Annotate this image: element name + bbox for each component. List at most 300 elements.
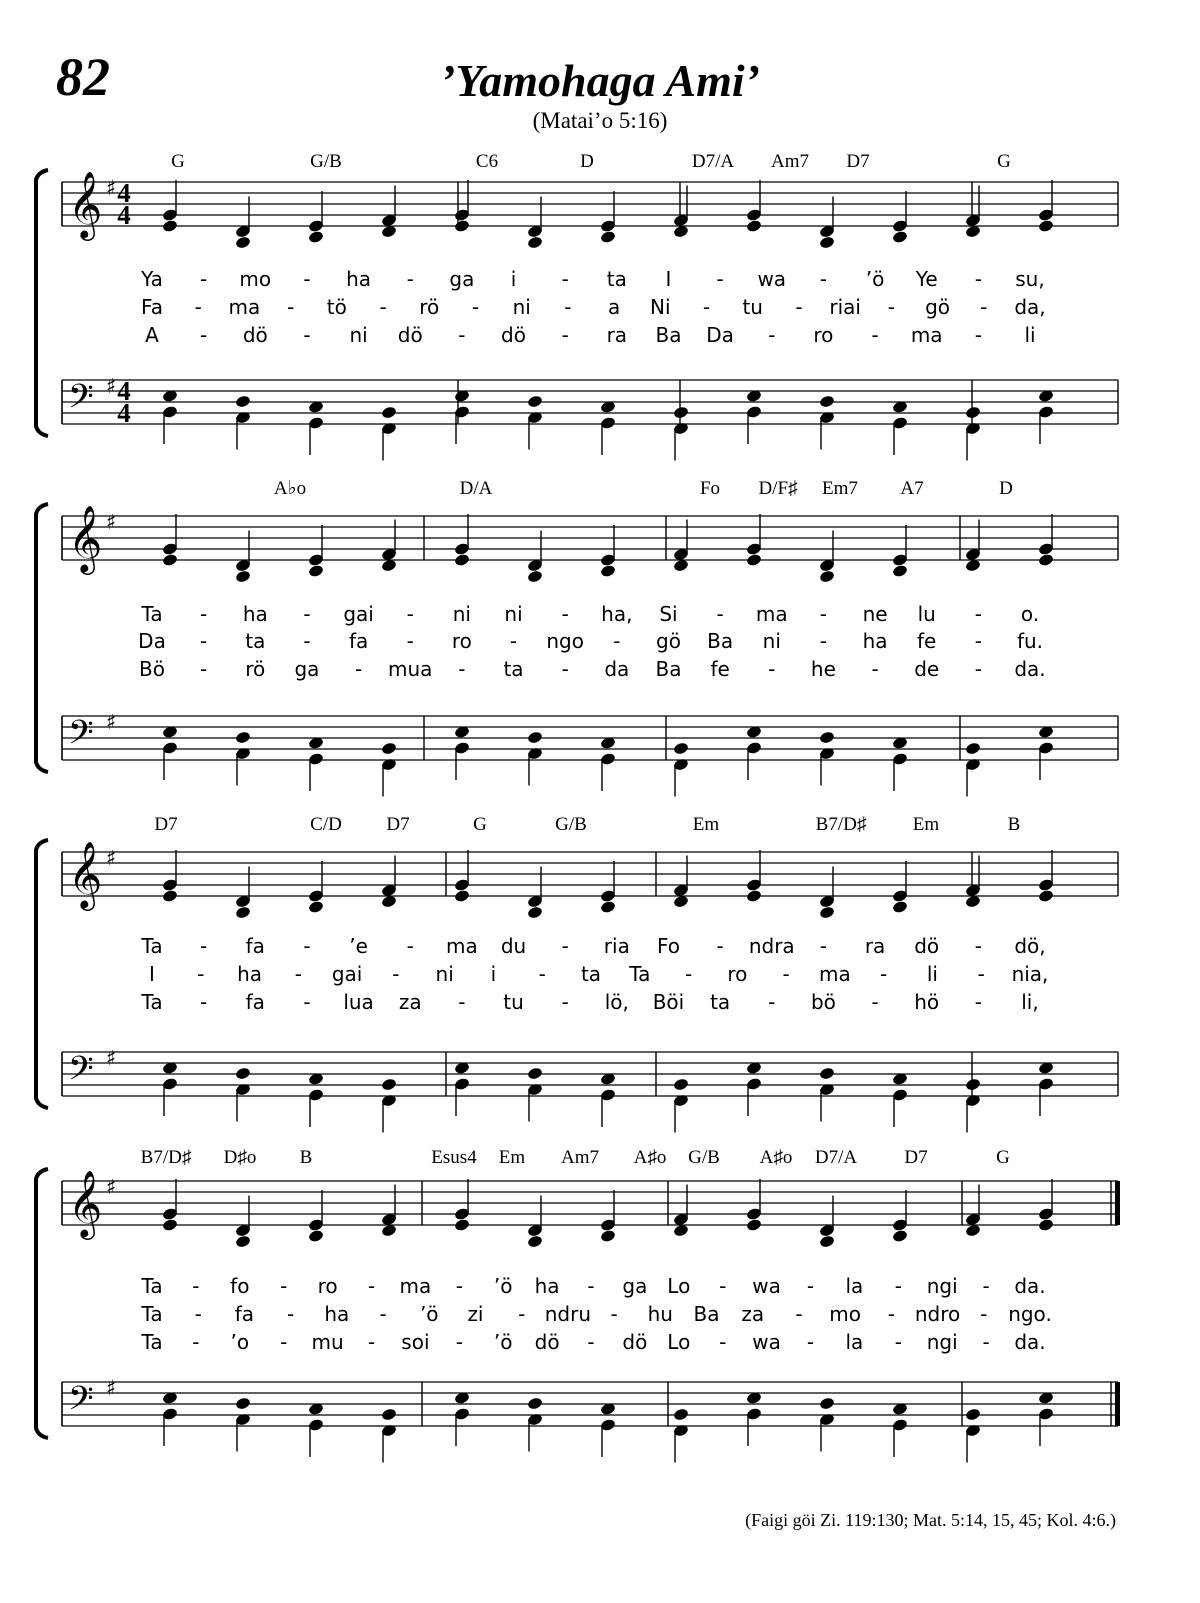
lyric-syllable: lu (917, 602, 936, 626)
lyric-hyphen: - (192, 1330, 200, 1354)
notehead (527, 1396, 544, 1410)
treble-staff (62, 840, 1118, 911)
lyric-syllable: ma (910, 323, 943, 347)
chord-symbol: Em (692, 814, 720, 835)
lyric-line-verse-1 (140, 934, 1045, 958)
lyric-syllable: Da (138, 629, 166, 653)
chord-symbol: G/B (310, 151, 342, 172)
lyric-hyphen: - (871, 990, 879, 1014)
lyric-syllable: Ta (141, 1274, 163, 1298)
system-3 (36, 814, 1118, 1133)
notehead (965, 1407, 982, 1421)
lyric-hyphen: - (806, 1330, 815, 1354)
lyric-syllable: rö (419, 295, 440, 319)
lyric-syllable: ro (317, 1274, 338, 1298)
notehead (819, 394, 836, 408)
lyric-syllable: ria (603, 934, 630, 958)
lyric-hyphen: - (974, 602, 982, 626)
treble-staff (62, 1169, 1120, 1240)
key-signature-sharp-icon: ♯ (106, 1376, 117, 1400)
chord-symbol: D7/A (691, 151, 735, 172)
chord-symbol: D7 (904, 1147, 928, 1168)
lyric-syllable: ra (864, 934, 886, 958)
lyric-hyphen: - (610, 1302, 618, 1326)
chord-symbol: Em7 (822, 478, 858, 499)
lyric-syllable: ta (710, 990, 731, 1014)
bass-staff (62, 710, 1118, 760)
lyric-line-verse-3 (145, 323, 1035, 347)
lyric-hyphen: - (406, 267, 414, 291)
chord-symbol: Em (912, 814, 940, 835)
chord-symbol: D7 (846, 151, 870, 172)
lyric-syllable: lö, (604, 990, 629, 1014)
chord-symbol: A♯o (633, 1147, 667, 1168)
lyric-hyphen: - (719, 1274, 727, 1298)
lyric-hyphen: - (819, 602, 828, 626)
lyric-hyphen: - (538, 962, 546, 986)
lyric-syllable: ngi (926, 1274, 958, 1298)
lyric-hyphen: - (887, 295, 895, 319)
lyric-hyphen: - (392, 962, 400, 986)
lyric-syllable: dö (242, 323, 268, 347)
lyric-syllable: ngo. (1008, 1302, 1052, 1326)
notehead (235, 730, 252, 744)
lyric-hyphen: - (379, 1302, 387, 1326)
lyric-syllable: gai (343, 602, 374, 626)
lyric-syllable: Ba (693, 1302, 720, 1326)
lyric-syllable: tu (742, 295, 764, 319)
chord-symbol: C6 (475, 151, 499, 172)
system-bracket (36, 504, 48, 772)
notehead (600, 900, 617, 914)
treble-clef-icon: 𝄞 (68, 840, 103, 908)
notehead (1038, 1218, 1055, 1232)
lyric-syllable: ra (606, 323, 628, 347)
lyric-hyphen: - (200, 267, 208, 291)
notehead (381, 1407, 398, 1421)
lyric-syllable: da (604, 657, 630, 681)
notehead (308, 1229, 325, 1243)
notehead (162, 1218, 179, 1232)
notehead (819, 1396, 836, 1410)
lyric-syllable: wa (752, 1274, 781, 1298)
lyric-syllable: Ta (629, 962, 651, 986)
lyric-hyphen: - (406, 602, 414, 626)
lyric-hyphen: - (561, 267, 569, 291)
lyric-syllable: nia, (1011, 962, 1049, 986)
lyric-hyphen: - (974, 657, 982, 681)
lyric-hyphen: - (471, 295, 480, 319)
lyric-syllable: gö (925, 295, 951, 319)
lyric-hyphen: - (303, 629, 311, 653)
lyric-syllable: zi (467, 1302, 484, 1326)
lyric-hyphen: - (974, 323, 982, 347)
time-signature-bottom: 4 (117, 398, 131, 428)
lyric-hyphen: - (280, 1330, 288, 1354)
lyric-hyphen: - (716, 602, 724, 626)
lyric-syllable: la (845, 1330, 864, 1354)
lyric-syllable: mua (388, 657, 433, 681)
lyric-syllable: fa (234, 1302, 255, 1326)
lyric-hyphen: - (974, 990, 982, 1014)
lyric-syllable: he (810, 657, 836, 681)
lyric-hyphen: - (406, 629, 414, 653)
lyric-syllable: ndra (748, 934, 795, 958)
chord-symbol: G/B (555, 814, 587, 835)
notehead (235, 235, 252, 249)
notehead (819, 730, 836, 744)
treble-clef-icon: 𝄞 (68, 504, 103, 572)
chord-symbol: D7/A (814, 1147, 858, 1168)
lyric-syllable: ma (755, 602, 788, 626)
key-signature-sharp-icon: ♯ (106, 176, 117, 200)
lyric-hyphen: - (379, 295, 387, 319)
lyric-syllable: da. (1014, 1330, 1046, 1354)
lyric-syllable: fa (245, 934, 265, 958)
lyric-syllable: ma (228, 295, 261, 319)
chord-symbol: G (997, 151, 1011, 172)
lyric-hyphen: - (768, 657, 776, 681)
notehead (454, 1218, 471, 1232)
lyric-syllable: tö (326, 295, 347, 319)
lyric-syllable: dö (914, 934, 940, 958)
lyric-hyphen: - (806, 1274, 815, 1298)
notehead (527, 730, 544, 744)
chord-symbol: A♯o (759, 1147, 793, 1168)
lyric-syllable: Ba (655, 323, 682, 347)
notehead (892, 900, 909, 914)
chord-symbol: D (580, 151, 594, 172)
notehead (965, 1077, 982, 1091)
chord-symbol: D7 (154, 814, 178, 835)
lyric-syllable: riai (829, 295, 861, 319)
lyric-hyphen: - (200, 990, 208, 1014)
notehead (746, 889, 763, 903)
lyric-syllable: fa (348, 629, 369, 653)
lyric-syllable: o. (1020, 602, 1040, 626)
lyric-syllable: ha (324, 1302, 350, 1326)
notehead (600, 564, 617, 578)
notehead (308, 900, 325, 914)
notehead (600, 230, 617, 244)
lyric-hyphen: - (280, 1274, 288, 1298)
notehead (673, 1077, 690, 1091)
lyric-syllable: su, (1015, 267, 1045, 291)
lyric-syllable: ni (512, 295, 531, 319)
lyric-hyphen: - (200, 323, 208, 347)
lyric-syllable: ’ö (493, 1274, 513, 1298)
lyric-hyphen: - (587, 1274, 595, 1298)
chord-symbol: D7 (386, 814, 410, 835)
bass-clef-icon: 𝄢 (68, 378, 94, 424)
lyric-syllable: lua (343, 990, 374, 1014)
system-bracket (36, 170, 48, 436)
bass-staff (62, 1046, 1118, 1096)
lyric-hyphen: - (684, 962, 693, 986)
lyric-syllable: gö (656, 629, 681, 653)
key-signature-sharp-icon: ♯ (106, 1175, 117, 1199)
lyric-syllable: Fa (141, 295, 163, 319)
lyric-syllable: ma (446, 934, 478, 958)
lyric-syllable: dö (397, 323, 423, 347)
lyric-syllable: ma (819, 962, 851, 986)
notehead (819, 235, 836, 249)
lyric-line-verse-1 (140, 267, 1045, 291)
lyric-hyphen: - (303, 602, 311, 626)
lyric-syllable: da. (1014, 657, 1046, 681)
lyric-syllable: mo (829, 1302, 862, 1326)
lyric-hyphen: - (982, 1274, 990, 1298)
lyric-hyphen: - (880, 962, 888, 986)
chord-symbol: D/F♯ (758, 478, 798, 499)
lyric-hyphen: - (716, 267, 724, 291)
lyric-syllable: Ta (141, 934, 163, 958)
treble-clef-icon: 𝄞 (68, 1169, 103, 1237)
lyric-syllable: I (665, 267, 672, 291)
lyric-hyphen: - (719, 1330, 727, 1354)
notehead (673, 1407, 690, 1421)
lyric-syllable: ha (862, 629, 888, 653)
treble-staff (62, 170, 1118, 241)
system-1 (36, 151, 1118, 461)
lyric-syllable: Fo (656, 934, 680, 958)
lyric-syllable: fa (245, 990, 265, 1014)
lyric-syllable: fu. (1016, 629, 1044, 653)
bass-clef-icon: 𝄢 (68, 1380, 94, 1426)
lyric-hyphen: - (977, 962, 985, 986)
chord-symbol: D/A (459, 478, 493, 499)
lyric-syllable: Ta (141, 1330, 163, 1354)
notehead (746, 219, 763, 233)
bass-staff (62, 1376, 1120, 1426)
lyric-syllable: li (926, 962, 939, 986)
notehead (527, 905, 544, 919)
notehead (235, 1066, 252, 1080)
notehead (235, 1234, 252, 1248)
treble-clef-icon: 𝄞 (68, 170, 103, 238)
lyric-syllable: Ya (141, 267, 163, 291)
lyric-syllable: de (914, 657, 940, 681)
lyric-syllable: ’ö (493, 1330, 513, 1354)
notehead (308, 230, 325, 244)
notehead (892, 1229, 909, 1243)
lyric-hyphen: - (716, 934, 724, 958)
lyric-hyphen: - (894, 1274, 902, 1298)
notehead (892, 230, 909, 244)
notehead (162, 553, 179, 567)
lyric-line-verse-2 (140, 1302, 1051, 1326)
chord-symbol: G (473, 814, 487, 835)
lyric-syllable: wa (757, 267, 787, 291)
lyric-syllable: fo (230, 1274, 250, 1298)
lyric-syllable: ma (399, 1274, 432, 1298)
chord-symbol: Em (498, 1147, 526, 1168)
lyric-syllable: ha (534, 1274, 560, 1298)
chord-symbol: G (171, 151, 185, 172)
notehead (162, 219, 179, 233)
chord-symbol: Am7 (771, 151, 809, 172)
lyric-syllable: A (145, 323, 159, 347)
lyric-hyphen: - (194, 295, 202, 319)
lyric-hyphen: - (561, 934, 569, 958)
lyric-syllable: Si (659, 602, 678, 626)
lyric-syllable: ni (452, 602, 471, 626)
lyric-hyphen: - (200, 629, 208, 653)
footnote: (Faigi göi Zi. 119:130; Mat. 5:14, 15, 45; Kol. 4:6.) (745, 1510, 1116, 1530)
lyric-hyphen: - (367, 1330, 376, 1354)
lyric-line-verse-2 (141, 295, 1046, 319)
lyric-syllable: Lo (667, 1330, 691, 1354)
notehead (162, 889, 179, 903)
notehead (965, 405, 982, 419)
lyric-syllable: ga (449, 267, 475, 291)
notehead (381, 741, 398, 755)
notehead (600, 1229, 617, 1243)
lyric-hyphen: - (294, 962, 302, 986)
lyric-syllable: la (845, 1274, 864, 1298)
lyric-syllable: za (398, 990, 422, 1014)
lyric-syllable: I (149, 962, 155, 986)
lyric-syllable: da. (1014, 1274, 1046, 1298)
key-signature-sharp-icon: ♯ (106, 1046, 117, 1070)
lyric-hyphen: - (303, 990, 311, 1014)
lyric-syllable: ni (762, 629, 781, 653)
notehead (746, 553, 763, 567)
lyric-syllable: Da (706, 323, 734, 347)
lyric-syllable: fe (917, 629, 937, 653)
lyric-hyphen: - (871, 657, 879, 681)
lyric-syllable: Böi (652, 990, 685, 1014)
notehead (381, 1077, 398, 1091)
lyric-hyphen: - (982, 1330, 990, 1354)
notehead (381, 405, 398, 419)
lyric-hyphen: - (200, 657, 208, 681)
time-signature-top: 4 (117, 178, 131, 208)
lyric-line-verse-2 (138, 629, 1043, 653)
notehead (965, 741, 982, 755)
lyric-hyphen: - (287, 295, 295, 319)
lyric-hyphen: - (795, 295, 803, 319)
key-signature-sharp-icon: ♯ (106, 510, 117, 534)
chord-symbol: G/B (688, 1147, 720, 1168)
lyric-syllable: gai (331, 962, 363, 986)
notehead (454, 889, 471, 903)
lyric-syllable: dö (501, 323, 526, 347)
notehead (527, 394, 544, 408)
system-bracket (36, 1169, 48, 1438)
lyric-hyphen: - (819, 267, 828, 291)
lyric-hyphen: - (455, 1274, 463, 1298)
lyric-hyphen: - (782, 962, 790, 986)
notehead (819, 569, 836, 583)
lyric-syllable: ro (813, 323, 834, 347)
lyric-hyphen: - (702, 295, 711, 319)
lyric-hyphen: - (980, 295, 988, 319)
notehead (454, 219, 471, 233)
lyric-syllable: ha (237, 962, 263, 986)
notehead (673, 405, 690, 419)
lyric-syllable: li (1024, 323, 1036, 347)
lyric-syllable: ngi (926, 1330, 958, 1354)
lyric-syllable: dö, (1014, 934, 1046, 958)
lyric-hyphen: - (197, 962, 205, 986)
lyric-syllable: ha, (601, 602, 633, 626)
lyric-syllable: mu (311, 1330, 344, 1354)
treble-staff (62, 504, 1118, 575)
lyric-syllable: ’ö (865, 267, 885, 291)
lyric-hyphen: - (458, 657, 466, 681)
lyric-hyphen: - (192, 1274, 200, 1298)
lyric-syllable: du (500, 934, 527, 958)
lyric-syllable: ni (435, 962, 454, 986)
chord-symbol: Fo (699, 478, 721, 499)
lyric-syllable: li, (1021, 990, 1039, 1014)
lyric-syllable: Lo (667, 1274, 691, 1298)
chord-symbol: Esus4 (431, 1147, 477, 1168)
lyric-syllable: Ta (141, 1302, 163, 1326)
lyric-syllable: ni (349, 323, 368, 347)
lyric-line-verse-1 (140, 602, 1039, 626)
lyric-syllable: hu (647, 1302, 673, 1326)
notehead (746, 1218, 763, 1232)
lyric-syllable: hö (914, 990, 940, 1014)
lyric-syllable: tu (503, 990, 524, 1014)
lyric-syllable: ro (727, 962, 748, 986)
lyric-hyphen: - (974, 267, 982, 291)
lyric-syllable: rö (245, 657, 266, 681)
lyric-hyphen: - (587, 1330, 595, 1354)
system-2 (36, 478, 1118, 797)
notehead (527, 235, 544, 249)
lyric-hyphen: - (613, 629, 621, 653)
chord-symbol: B7/D♯ (815, 814, 867, 835)
lyric-hyphen: - (518, 1302, 526, 1326)
lyric-hyphen: - (980, 1302, 988, 1326)
notehead (1038, 889, 1055, 903)
hymn-number: 82 (56, 47, 110, 107)
lyric-syllable: ga (294, 657, 320, 681)
lyric-hyphen: - (561, 323, 569, 347)
lyric-hyphen: - (303, 267, 311, 291)
lyric-hyphen: - (974, 629, 982, 653)
lyric-syllable: Bö (139, 657, 165, 681)
lyric-hyphen: - (561, 990, 569, 1014)
chord-symbol: B (299, 1147, 313, 1168)
lyric-hyphen: - (819, 934, 828, 958)
final-thick-barline (1115, 1382, 1120, 1426)
lyric-syllable: ha (242, 602, 268, 626)
lyric-syllable: ro (451, 629, 472, 653)
lyric-syllable: za (741, 1302, 765, 1326)
notehead (819, 905, 836, 919)
lyric-syllable: ta (580, 962, 602, 986)
lyric-hyphen: - (561, 602, 569, 626)
lyric-line-verse-2 (149, 962, 1048, 986)
lyric-hyphen: - (871, 323, 879, 347)
lyric-syllable: ndro (914, 1302, 961, 1326)
lyric-syllable: Ta (141, 602, 163, 626)
lyric-hyphen: - (795, 1302, 803, 1326)
lyric-hyphen: - (768, 323, 776, 347)
bass-clef-icon: 𝄢 (68, 714, 94, 760)
lyric-syllable: i (490, 962, 497, 986)
notehead (1038, 553, 1055, 567)
lyric-hyphen: - (287, 1302, 295, 1326)
lyric-syllable: ta (503, 657, 524, 681)
lyric-syllable: Ye (915, 267, 938, 291)
lyric-hyphen: - (887, 1302, 895, 1326)
lyric-syllable: ngo (546, 629, 584, 653)
